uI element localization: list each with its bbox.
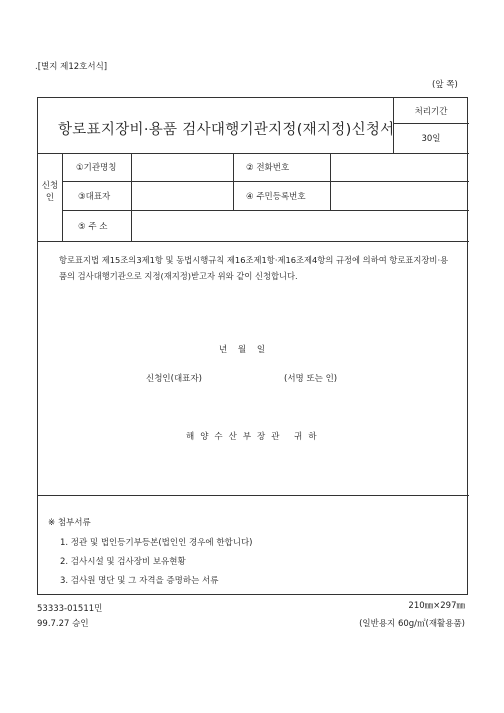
- page-side-label: (앞 쪽): [432, 80, 458, 90]
- application-form: [37, 97, 468, 595]
- paper-type: (일반용지 60g/㎡(재활용품): [359, 619, 465, 629]
- agency-name-label: ①기관명칭: [76, 163, 117, 173]
- attachments-header: ※ 첨부서류: [48, 518, 91, 528]
- resident-number-label: ④ 주민등록번호: [246, 192, 306, 202]
- applicant-label: 신청인: [41, 181, 59, 203]
- form-code: 53333-01511민: [37, 604, 103, 614]
- attachment-item: 2. 검사시설 및 검사장비 보유현황: [60, 557, 186, 567]
- address-label: ⑤ 주 소: [78, 222, 108, 232]
- addressee: 해양수산부장관 귀하: [186, 432, 323, 442]
- application-statement: 항로표지법 제15조의3제1항 및 동법시행규칙 제16조제1항·제16조제4항의 규정에 의하여 항로표지장비·용품의 검사대행기관으로 지정(재지정)받고자 위와 같이 신청합니다.: [59, 255, 449, 281]
- processing-period-label: 처리기간: [414, 107, 448, 117]
- address-field[interactable]: [132, 211, 468, 240]
- signature-field[interactable]: [213, 366, 279, 382]
- processing-period-value: 30일: [421, 134, 441, 144]
- form-reference: .[별지 제12호서식]: [35, 62, 108, 72]
- date-line: 년 월 일: [219, 345, 270, 355]
- approval-date: 99.7.27 승인: [37, 619, 89, 629]
- phone-label: ② 전화번호: [246, 163, 290, 173]
- attachment-item: 1. 정관 및 법인등기부등본(법인인 경우에 한합니다): [60, 538, 253, 548]
- applicant-signature-label: 신청인(대표자): [146, 374, 202, 384]
- form-title: 항로표지장비·용품 검사대행기관지정(재지정)신청서: [58, 122, 395, 138]
- agency-name-field[interactable]: [132, 154, 232, 180]
- representative-label: ③대표자: [78, 192, 111, 202]
- resident-number-field[interactable]: [331, 182, 468, 209]
- sign-or-seal-note: (서명 또는 인): [284, 374, 338, 384]
- attachment-item: 3. 검사원 명단 및 그 자격을 증명하는 서류: [60, 576, 219, 586]
- representative-field[interactable]: [132, 182, 232, 209]
- phone-field[interactable]: [331, 154, 468, 180]
- paper-size: 210㎜×297㎜: [408, 601, 465, 611]
